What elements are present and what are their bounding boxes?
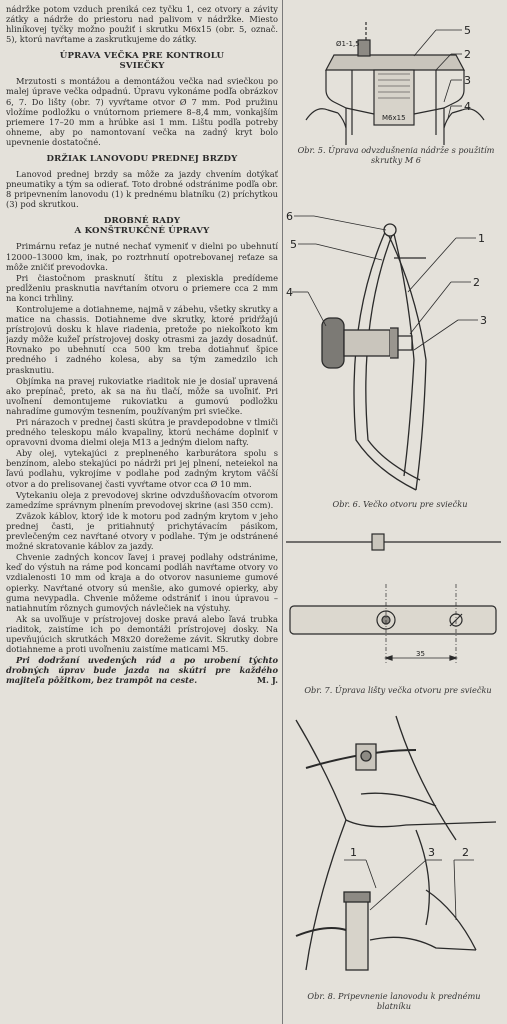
paragraph-handlebar-tubes: Ak sa uvoľňuje v prístrojovej doske pravá alebo ľavá trubka riaditok, zaistíme ich po demontáži prístrojovej dosky. Na upevňujúcich skrutkách M8x20 dorežeme závit. Skrutky dobre dotiahneme a proti uvoľneniu zaistíme maticami M5. (6, 613, 278, 655)
paragraph-cable-bundle: Zväzok káblov, ktorý ide k motoru pod zadným krytom v jeho prednej časti, je pritiahnutý prichytávacím pásikom, prevlečeným cez navŕtané otvory v podlahe. Tým je odstránené možné skratovanie káblov za jazdy. (6, 510, 278, 552)
figure-6-callout-1: 1 (478, 232, 485, 245)
figure-5-callout-3: 3 (464, 74, 471, 87)
paragraph-gearbox-oil: Vytekaniu oleja z prevodovej skrine odvzdušňovacím otvorom zamedzíme správnym plnením prevodovej skrine (asi 350 ccm). (6, 489, 278, 510)
paragraph-floor-vibration: Chvenie zadných koncov ľavej i pravej podlahy odstránime, keď do výstuh na ráme pod koncami podláh navŕtame otvory vo vzdialenosti 10 mm od kraja a do otvorov nasunieme gumové opierky. Navŕtané otvory sú menšie, ako gumové opierky, aby guma nevypadla. Chvenie môžeme odstrániť i inou úpravou – natiahnutím rôznych gumových návlečiek na výstuhy. (6, 552, 278, 613)
figure-5-diameter-label: Ø1-1,5 (336, 40, 360, 48)
figure-8-drawing (286, 710, 507, 985)
figure-5-callout-4: 4 (464, 100, 471, 113)
paragraph-tighten-screws: Kontrolujeme a dotiahneme, najmä v zábehu, všetky skrutky a matice na chassis. Dotiahneme dve skrutky, ktoré pridŕžajú prístrojovú dosku k hlave riadenia, pretože po niekoľkoto km jazdy môže kužeľ prístrojovej dosky otrasmi za jazdy dosadnúť. Rovnako po ubehnutí cca 500 km treba dotiahnuť špice predného i zadného kolesa, aby sa tým zamedzilo ich prasknutiu. (6, 303, 278, 375)
author-initials: M. J. (256, 675, 278, 686)
figure-8-callout-2: 2 (462, 846, 469, 859)
paragraph-plexiglass-shield: Pri čiastočnom prasknutí štítu z plexiskla predídeme predĺženiu prasknutia navŕtaním otvoru o priemere cca 2 mm na konci trhliny. (6, 272, 278, 303)
text-column (6, 4, 278, 1020)
figure-7-drawing (286, 524, 507, 674)
closing-text: Pri dodržaní uvedených rád a po urobení týchto drobných úprav bude jazda na skútri pre každého majiteľa pôžitkom, bez trampôt na ceste. (6, 655, 278, 686)
figure-8 (286, 710, 507, 1024)
paragraph-primary-chain: Primárnu reťaz je nutné nechať vymeniť v dielni po ubehnutí 12000–13000 km, inak, po roztrhnutí opotrebovanej reťaze sa môže zničiť prevodovka. (6, 241, 278, 272)
figure-6-caption: Obr. 6. Večko otvoru pre sviečku (332, 499, 468, 509)
heading-brake-cable-holder: DRŽIAK LANOVODU PREDNEJ BRZDY (46, 154, 238, 165)
paragraph-handlebar-grip: Objímka na pravej rukoviatke riaditok nie je dosiaľ upravená ako prepínač, preto, ak sa na ňu tlačí, môže sa uvoľniť. Pri uvoľnení demontujeme rukoviatku a gumovú podložku nahradíme gumovým tesnením, používaným pri sviečke. (6, 375, 278, 416)
intro-paragraph: nádržke potom vzduch preniká cez tyčku 1, cez otvory a závity zátky a nádrže do priestoru nad palivom v nádržke. Miesto hliníkovej tyčky možno použiť i skrutku M6x15 (obr. 5, označ. 5), ktorú navŕtame a zaskrutkujeme do zátky. (6, 4, 278, 45)
figure-7-dimension: 35 (416, 650, 425, 658)
figure-6-drawing (286, 200, 507, 500)
paragraph-brake-cable-holder: Lanovod prednej brzdy sa môže za jazdy chvením dotýkať pneumatiky a tým sa odierať. Toto drobné odstránime podľa obr. 8 pripevnením lanovodu (1) k prednému blatníku (2) príchytkou (3) pod skrutkou. (6, 169, 278, 210)
figure-5 (286, 10, 507, 170)
figure-6-callout-5: 5 (290, 238, 297, 251)
column-divider (282, 0, 283, 1024)
figure-column (286, 0, 507, 1024)
figure-8-caption: Obr. 8. Pripevnenie lanovodu k prednému blatníku (307, 991, 481, 1011)
paragraph-front-telescope: Pri nárazoch v prednej časti skútra je pravdepodobne v tlmiči predného teleskopu málo kvapaliny, ktorú necháme doplniť v opravovni dvoma dielmi oleja M13 a jedným dielom nafty. (6, 417, 278, 448)
figure-7 (286, 524, 507, 704)
heading-spark-plug-cover: ÚPRAVA VEČKA PRE KONTROLU SVIEČKY (59, 51, 225, 72)
figure-8-callout-3: 3 (428, 846, 435, 859)
closing-paragraph (6, 655, 278, 685)
figure-5-screw-label: M6x15 (382, 114, 406, 122)
figure-6 (286, 200, 507, 520)
figure-5-callout-2: 2 (464, 48, 471, 61)
figure-5-caption: Obr. 5. Úprava odvzdušnenia nádrže s použitím skrutky M 6 (297, 145, 495, 165)
paragraph-spark-plug-cover: Mrzutosti s montážou a demontážou večka nad sviečkou po malej úprave večka odpadnú. Úpravu vykonáme podľa obrázkov 6, 7. Do lišty (obr. 7) vyvŕtame otvor Ø 7 mm. Pod pružinu vložíme podložku o vnútornom priemere 8–8,4 mm, vonkajším priemere 17–20 mm a hrúbke asi 1 mm. Lištu podľa potreby ohneme, aby po namontovaní večka na zadný kryt bolo upevnenie dostatočné. (6, 76, 278, 147)
figure-5-callout-5: 5 (464, 24, 471, 37)
figure-7-caption: Obr. 7. Úprava lišty večka otvoru pre sviečku (304, 685, 492, 695)
figure-6-callout-6: 6 (286, 210, 293, 223)
figure-6-callout-4: 4 (286, 286, 293, 299)
figure-8-callout-1: 1 (350, 846, 357, 859)
paragraph-carburetor-oil: Aby olej, vytekajúci z preplneného karburátora spolu s benzínom, alebo stekajúci po nádrži pri jej plnení, neteiekol na ľavú podlahu, vykrojíme v podlahe pod zadným krytom väčší otvor a do prelisovanej časti vyvŕtame otvor cca Ø 10 mm. (6, 448, 278, 489)
heading-small-tips: DROBNÉ RADY A KONŠTRUKČNÉ ÚPRAVY (74, 216, 210, 237)
figure-6-callout-3: 3 (480, 314, 487, 327)
figure-6-callout-2: 2 (473, 276, 480, 289)
